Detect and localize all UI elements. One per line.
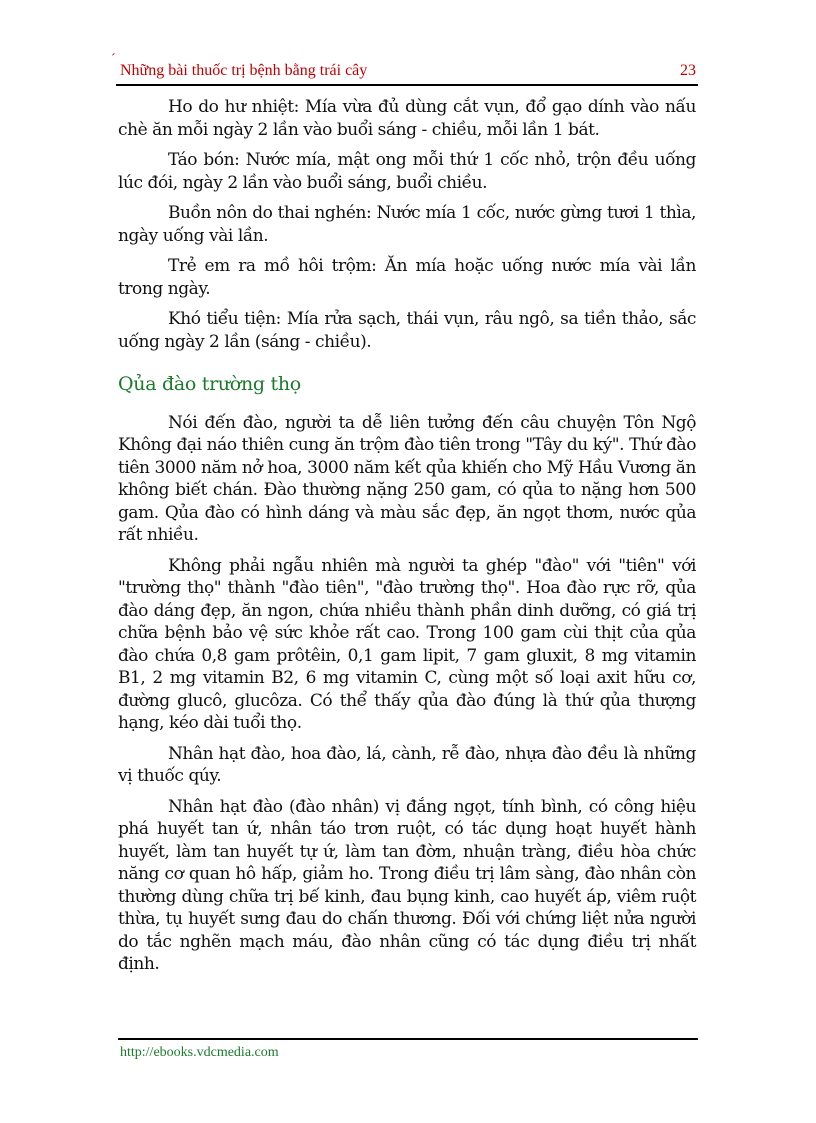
paragraph: Buồn nôn do thai nghén: Nước mía 1 cốc, nước gừng tươi 1 thìa, ngày uống vài lần. [118,203,696,246]
footer-link[interactable]: http://ebooks.vdcmedia.com [120,1045,279,1060]
paragraph: Ho do hư nhiệt: Mía vừa đủ dùng cắt vụn, đổ gạo dính vào nấu chè ăn mỗi ngày 2 lần vào buổi sáng - chiều, mỗi lần 1 bát. [118,97,696,140]
paragraph: Trẻ em ra mồ hôi trộm: Ăn mía hoặc uống nước mía vài lần trong ngày. [118,256,696,299]
paragraph: Nhân hạt đào, hoa đào, lá, cành, rễ đào, nhựa đào đều là những vị thuốc qúy. [118,743,696,786]
footer-divider [118,1038,698,1040]
section-heading: Qủa đào trường thọ [118,373,301,395]
paragraph: Táo bón: Nước mía, mật ong mỗi thứ 1 cốc nhỏ, trộn đều uống lúc đói, ngày 2 lần vào buổi sáng, buổi chiều. [118,150,696,193]
paragraph: Nói đến đào, người ta dễ liên tưởng đến câu chuyện Tôn Ngộ Không đại náo thiên cung ăn trộm đào tiên trong "Tây du ký". Thứ đào tiên 3000 năm nở hoa, 3000 năm kết qủa khiến cho Mỹ Hầu Vương ăn không biết chán. Đào thường nặng 250 gam, có qủa to nặng hơn 500 gam. Qủa đào có hình dáng và màu sắc đẹp, ăn ngọt thơm, nước qủa rất nhiều. [118,412,696,545]
header-title: Những bài thuốc trị bệnh bằng trái cây [120,62,368,79]
paragraph: Khó tiểu tiện: Mía rửa sạch, thái vụn, râu ngô, sa tiền thảo, sắc uống ngày 2 lần (sáng - chiều). [118,309,696,352]
paragraph: Nhân hạt đào (đào nhân) vị đắng ngọt, tính bình, có công hiệu phá huyết tan ứ, nhân táo trơn ruột, có tác dụng hoạt huyết hành huyết, làm tan huyết tự ứ, làm tan đờm, nhuận tràng, điều hòa chức năng cơ quan hô hấp, giảm ho. Trong điều trị lâm sàng, đào nhân còn thường dùng chữa trị bế kinh, đau bụng kinh, cao huyết áp, viêm ruột thừa, tụ huyết sưng đau do chấn thương. Đối với chứng liệt nửa người do tắc nghẽn mạch máu, đào nhân cũng có tác dụng điều trị nhất định. [118,796,696,974]
page-number: 23 [680,62,696,79]
header-mark: ´ [111,52,116,67]
page-body [118,96,696,984]
paragraph: Không phải ngẫu nhiên mà người ta ghép "đào" với "tiên" với "trường thọ" thành "đào tiên", "đào trường thọ". Hoa đào rực rỡ, qủa đào dáng đẹp, ăn ngon, chứa nhiều thành phần dinh dưỡng, có giá trị chữa bệnh bảo vệ sức khỏe rất cao. Trong 100 gam cùi thịt của qủa đào chứa 0,8 gam prôtêin, 0,1 gam lipit, 7 gam gluxit, 8 mg vitamin B1, 2 mg vitamin B2, 6 mg vitamin C, cùng một số loại axit hữu cơ, đường glucô, glucôza. Có thể thấy qủa đào đúng là thứ qủa thượng hạng, kéo dài tuổi thọ. [118,555,696,733]
page-header [116,60,698,86]
